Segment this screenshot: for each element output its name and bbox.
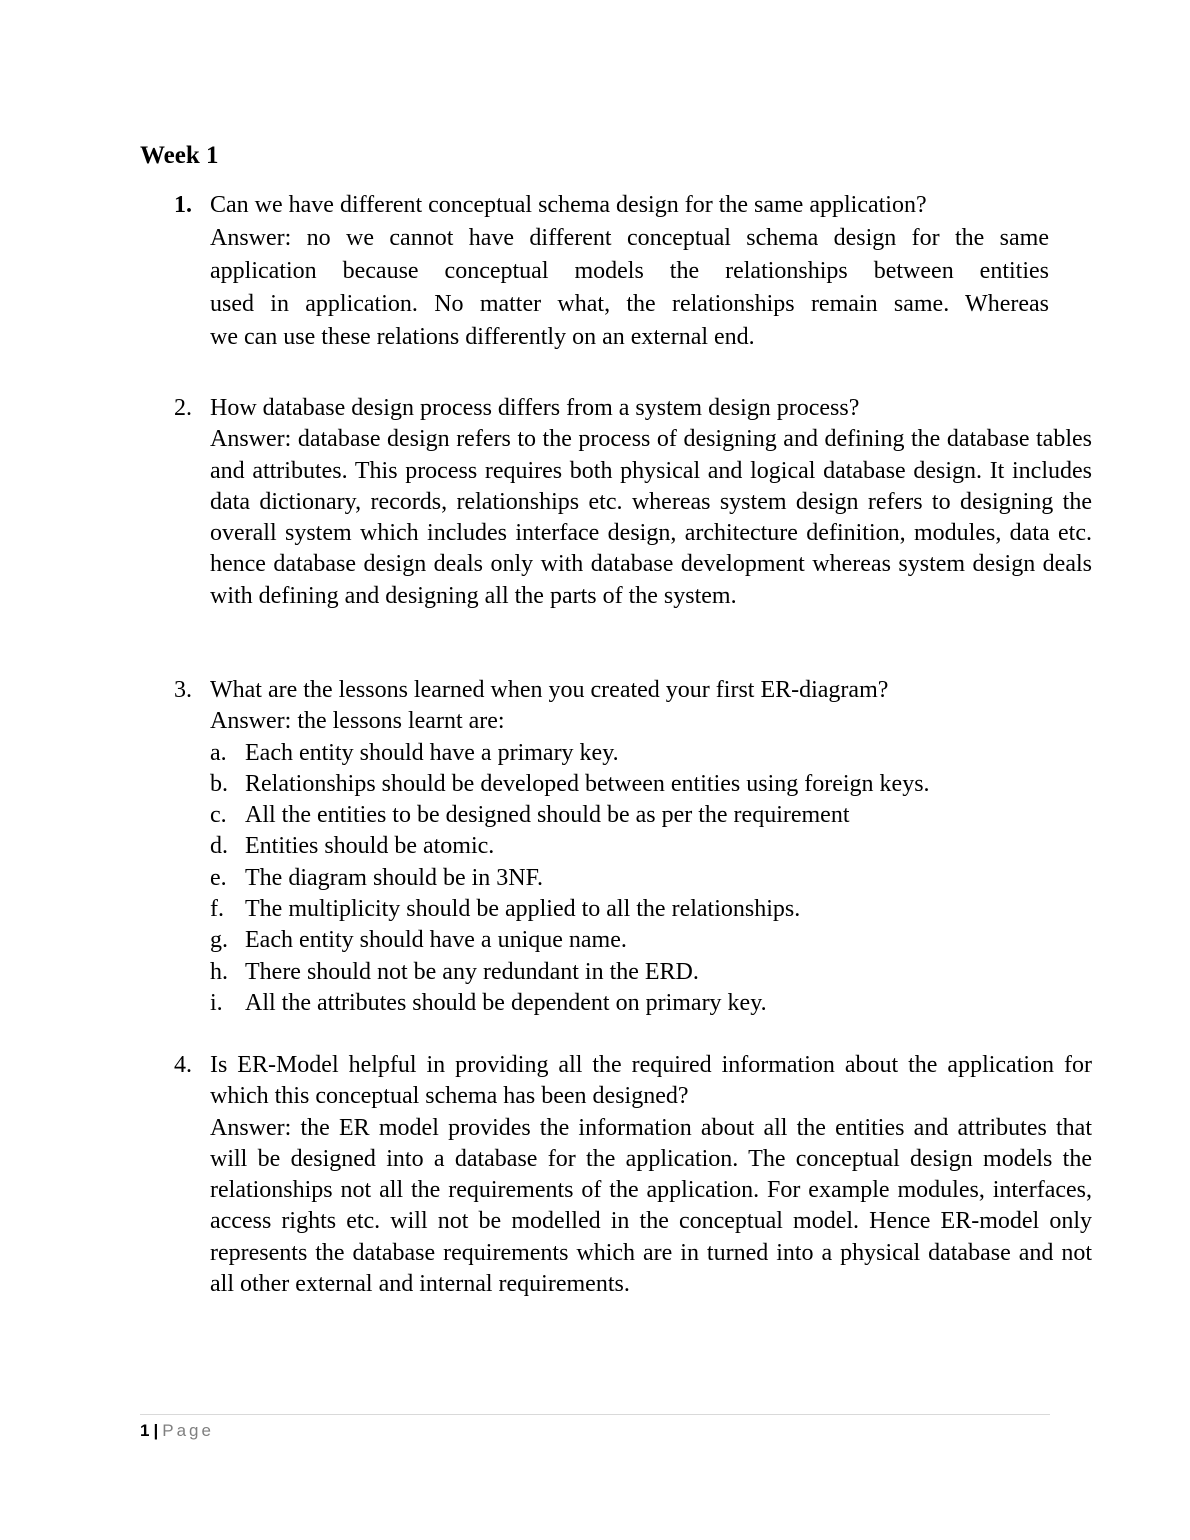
list-text: Each entity should have a unique name. bbox=[245, 927, 627, 954]
question-text: What are the lessons learned when you created your first ER-diagram? bbox=[210, 677, 889, 703]
footer-separator: | bbox=[153, 1421, 159, 1440]
answer-line: we can use these relations differently on an external end. bbox=[210, 324, 755, 350]
answer-line: used in application. No matter what, the relationships remain same. Whereas bbox=[210, 291, 1049, 317]
list-item bbox=[210, 957, 1092, 988]
answer-line: Answer: no we cannot have different conceptual schema design for the same bbox=[210, 225, 1049, 251]
list-letter: f. bbox=[210, 896, 224, 923]
list-item bbox=[210, 863, 1092, 894]
list-item bbox=[210, 925, 1092, 956]
list-item bbox=[210, 769, 1092, 800]
answer-line: application because conceptual models the relationships between entities bbox=[210, 258, 1049, 284]
list-letter: a. bbox=[210, 739, 227, 766]
list-letter: c. bbox=[210, 802, 227, 829]
question-text: Can we have different conceptual schema design for the same application? bbox=[210, 192, 927, 218]
question-text: How database design process differs from a system design process? bbox=[210, 395, 860, 421]
question-number: 4. bbox=[174, 1052, 192, 1078]
lessons-list bbox=[210, 738, 1092, 1020]
list-letter: d. bbox=[210, 833, 228, 860]
answer-text: Answer: database design refers to the process of designing and defining the database tables and attributes. This process requires both physical and logical database design. It includes data dictionary, records, relationships etc. whereas system design refers to designing the overall system which includes interface design, architecture definition, modules, data etc. hence database design deals only with database development whereas system design deals with defining and designing all the parts of the system. bbox=[210, 426, 1092, 609]
list-text: Entities should be atomic. bbox=[245, 833, 495, 860]
list-text: There should not be any redundant in the ERD. bbox=[245, 958, 699, 985]
page-label: Page bbox=[162, 1421, 214, 1440]
question-text: Is ER-Model helpful in providing all the required information about the application for which this conceptual schema has been designed? bbox=[210, 1052, 1092, 1110]
question-number: 3. bbox=[174, 677, 192, 703]
list-item bbox=[210, 738, 1092, 769]
question-number: 1. bbox=[174, 192, 192, 218]
list-text: The diagram should be in 3NF. bbox=[245, 864, 544, 891]
question-body bbox=[210, 393, 1092, 612]
list-letter: b. bbox=[210, 770, 228, 797]
list-letter: h. bbox=[210, 958, 228, 985]
page-title: Week 1 bbox=[140, 142, 219, 169]
question-number: 2. bbox=[174, 395, 192, 421]
question-body bbox=[210, 1050, 1092, 1300]
page-number: 1 bbox=[140, 1421, 150, 1440]
list-item bbox=[210, 894, 1092, 925]
list-item bbox=[210, 831, 1092, 862]
list-letter: e. bbox=[210, 864, 227, 891]
list-letter: i. bbox=[210, 989, 223, 1016]
question-body bbox=[210, 675, 1092, 1019]
list-letter: g. bbox=[210, 927, 228, 954]
list-text: Relationships should be developed between entities using foreign keys. bbox=[245, 770, 930, 797]
list-text: The multiplicity should be applied to all the relationships. bbox=[245, 896, 801, 923]
list-text: All the attributes should be dependent on primary key. bbox=[245, 989, 767, 1016]
question-body bbox=[210, 189, 1049, 354]
list-item bbox=[210, 988, 1092, 1019]
answer-intro: Answer: the lessons learnt are: bbox=[210, 708, 505, 735]
list-text: Each entity should have a primary key. bbox=[245, 739, 619, 766]
answer-text: Answer: the ER model provides the information about all the entities and attributes that will be designed into a database for the application. The conceptual design models the relationships not all the requirements of the application. For example modules, interfaces, access rights etc. will not be modelled in the conceptual model. Hence ER-model only represents the database requirements which are in turned into a physical database and not all other external and internal requirements. bbox=[210, 1114, 1092, 1298]
list-text: All the entities to be designed should be as per the requirement bbox=[245, 802, 850, 829]
list-item bbox=[210, 800, 1092, 831]
footer-divider bbox=[140, 1414, 1050, 1415]
page-footer bbox=[140, 1420, 214, 1442]
